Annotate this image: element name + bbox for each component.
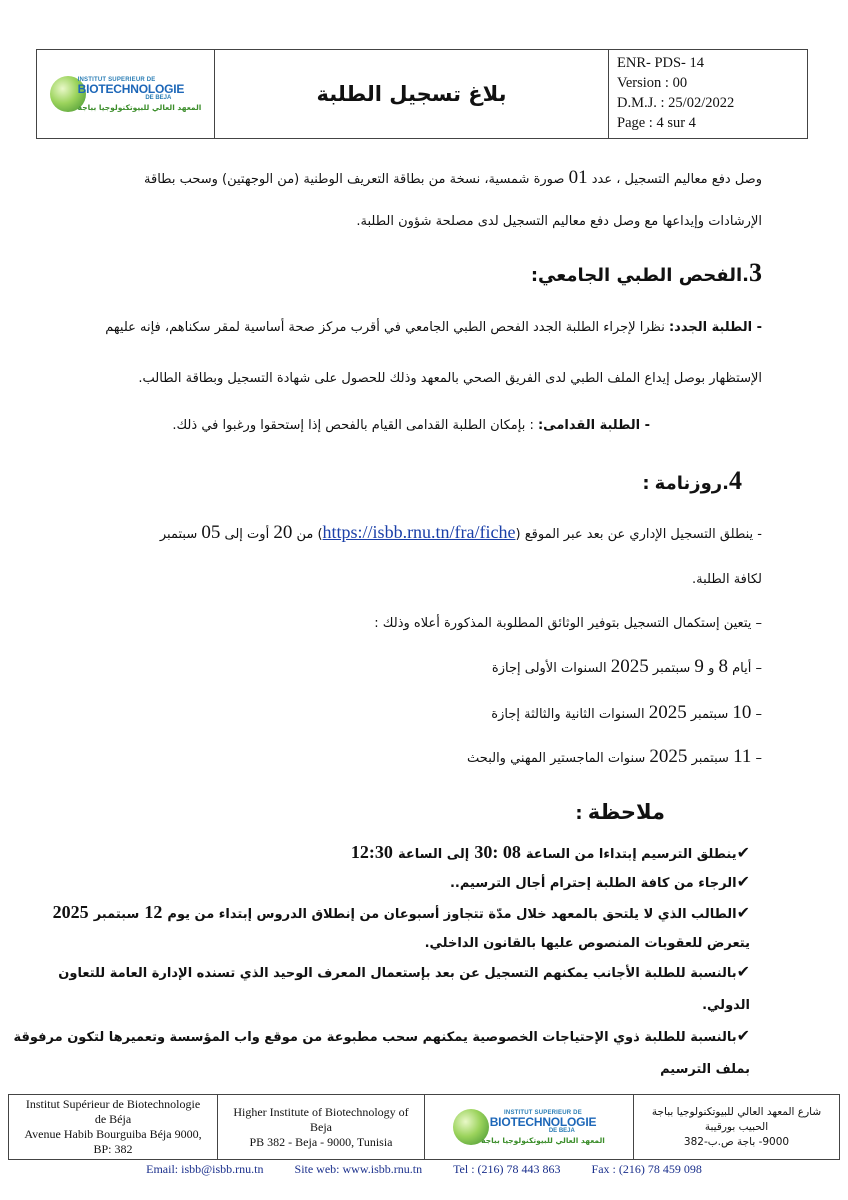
- check-icon: ✔: [736, 1026, 750, 1045]
- note-5-line-2: بملف الترسيم: [660, 1062, 750, 1077]
- section-3-new-students-line-2: الإستظهار بوصل إيداع الملف الطبي لدى الفريق الصحي بالمعهد وذلك للحصول على شهادة التسجيل وبطاقة الطالب.: [138, 371, 762, 386]
- institute-logo: [50, 76, 202, 112]
- document-header: [36, 49, 808, 139]
- meta-date: D.M.J. : 25/02/2022: [617, 95, 735, 111]
- calendar-item-3: – أيام 8 و 9 سبتمبر 2025 السنوات الأولى إجازة: [491, 656, 762, 677]
- note-3-line-2: يتعرض للعقوبات المنصوص عليها بالقانون الداخلي.: [424, 936, 750, 951]
- footer-email[interactable]: Email: isbb@isbb.rnu.tn: [146, 1162, 264, 1176]
- footer-fax: Fax : (216) 78 459 098: [591, 1162, 702, 1176]
- note-4: ✔بالنسبة للطلبة الأجانب يمكنهم التسجيل عن بعد بإستعمال المعرف الوحيد الذي تسنده الإدارة العامة للتعاون: [58, 962, 750, 981]
- check-icon: ✔: [736, 903, 750, 922]
- footer-arabic-address: شارع المعهد العالي للبيوتكنولوجيا بباجة الحبيب بورقيبة 9000- باجة ص.ب-382: [634, 1095, 840, 1159]
- logo-line-4: المعهد العالي للبيوتكنولوجيا بباجة: [77, 102, 202, 112]
- registration-link[interactable]: https://isbb.rnu.tn/fra/fiche: [322, 522, 516, 542]
- footer-institute-logo: INSTITUT SUPERIEUR DE BIOTECHNOLOGIE DE BEJA المعهد العالي للبيوتكنولوجيا بباجة: [453, 1109, 605, 1145]
- intro-line-1: وصل دفع معاليم التسجيل ، عدد 01 صورة شمسية، نسخة من بطاقة التعريف الوطنية (من الوجهتين) وسحب بطاقة: [144, 167, 762, 188]
- note-4-line-2: الدولي.: [702, 998, 750, 1013]
- note-1: ✔ينطلق الترسيم إبتداءا من الساعة 08 :30 إلى الساعة 12:30: [350, 842, 750, 862]
- footer-phone: Tel : (216) 78 443 863: [453, 1162, 561, 1176]
- footer-contact-line: [0, 1162, 848, 1177]
- meta-page: Page : 4 sur 4: [617, 115, 696, 131]
- intro-line-2: الإرشادات وإيداعها مع وصل دفع معاليم التسجيل لدى مصلحة شؤون الطلبة.: [356, 214, 762, 229]
- header-logo-cell: [37, 50, 215, 138]
- note-5: ✔بالنسبة للطلبة ذوي الإحتياجات الخصوصية يمكنهم سحب مطبوعة من موقع واب المؤسسة وتعميرها لتكون مرفوقة: [13, 1026, 750, 1045]
- calendar-item-5: – 11 سبتمبر 2025 سنوات الماجستير المهني والبحث: [467, 746, 762, 767]
- footer-website[interactable]: Site web: www.isbb.rnu.tn: [294, 1162, 423, 1176]
- calendar-item-1: - ينطلق التسجيل الإداري عن بعد عبر الموقع (https://isbb.rnu.tn/fra/fiche) من 20 أوت إلى 05 سبتمبر: [159, 522, 762, 543]
- note-2: ✔الرجاء من كافة الطلبة إحترام أجال الترسيم..: [449, 872, 750, 891]
- header-meta-cell: [609, 50, 807, 138]
- logo-line-1: INSTITUT SUPERIEUR DE: [77, 76, 156, 83]
- meta-ref: ENR- PDS- 14: [617, 55, 705, 71]
- check-icon: ✔: [736, 962, 750, 981]
- calendar-item-1-line-2: لكافة الطلبة.: [692, 572, 762, 587]
- document-title: بلاغ تسجيل الطلبة: [316, 82, 507, 106]
- header-title-cell: [215, 50, 609, 138]
- calendar-item-4: – 10 سبتمبر 2025 السنوات الثانية والثالثة إجازة: [491, 702, 762, 723]
- notes-heading: ملاحظة :: [575, 800, 665, 824]
- check-icon: ✔: [736, 872, 750, 891]
- section-3-old-students: - الطلبة القدامى: : بإمكان الطلبة القدامى القيام بالفحص إذا إستحقوا ورغبوا في ذلك.: [172, 418, 650, 433]
- footer-french-address: Institut Supérieur de Biotechnologie de Béja Avenue Habib Bourguiba Béja 9000, BP: 382: [8, 1095, 218, 1159]
- meta-version: Version : 00: [617, 75, 688, 91]
- section-3-heading: 3.الفحص الطبي الجامعي:: [530, 258, 762, 287]
- section-3-new-students: - الطلبة الجدد: نظرا لإجراء الطلبة الجدد الفحص الطبي الجامعي في أقرب مركز صحة أساسية لمقر سكناهم، فإنه عليهم: [105, 320, 762, 335]
- check-icon: ✔: [736, 843, 750, 862]
- footer-english-address: Higher Institute of Biotechnology of Beja PB 382 - Beja - 9000, Tunisia: [218, 1095, 425, 1159]
- calendar-item-2: – يتعين إستكمال التسجيل بتوفير الوثائق المطلوبة المذكورة أعلاه وذلك :: [374, 616, 762, 631]
- footer-logo-cell: [425, 1095, 634, 1159]
- logo-line-2: BIOTECHNOLOGIE: [77, 81, 185, 96]
- document-footer: [8, 1094, 840, 1160]
- note-3: ✔الطالب الذي لا يلتحق بالمعهد خلال مدّة تتجاوز أسبوعان من إنطلاق الدروس إبتداء من يوم 12 سبتمبر 2025: [52, 902, 750, 922]
- section-4-heading: 4.روزنامة :: [642, 466, 742, 495]
- logo-line-3: DE BEJA: [145, 94, 172, 101]
